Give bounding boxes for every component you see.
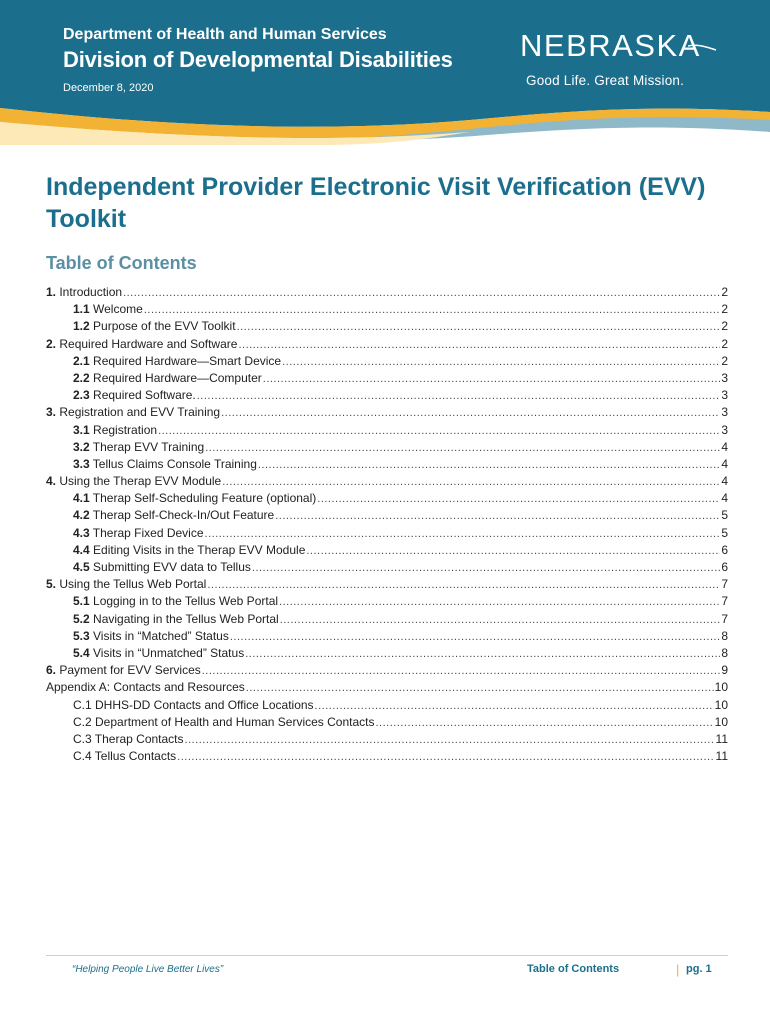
department-name: Department of Health and Human Services	[63, 26, 387, 43]
toc-entry[interactable]	[46, 337, 728, 354]
toc-entry-text: Payment for EVV Services	[56, 663, 201, 678]
footer-section-name: Table of Contents	[527, 963, 620, 975]
toc-entry-page: 8	[721, 645, 728, 660]
toc-entry-page: 2	[721, 319, 728, 334]
toc-entry[interactable]	[46, 715, 728, 732]
toc-entry-label	[73, 491, 316, 505]
toc-entry[interactable]	[46, 440, 728, 457]
toc-entry-page: 10	[714, 680, 728, 695]
toc-entry-number: 6.	[46, 663, 57, 678]
toc-entry-text: Welcome	[89, 302, 143, 317]
toc-entry-number: 5.2	[73, 611, 90, 626]
toc-entry[interactable]	[46, 646, 728, 663]
toc-entry-number: 1.1	[73, 302, 90, 317]
toc-entry-text: Registration	[89, 422, 158, 437]
toc-entry-number: 5.	[46, 577, 57, 592]
toc-entry[interactable]	[46, 371, 728, 388]
document-date: December 8, 2020	[63, 82, 154, 94]
toc-entry-text: Therap Fixed Device	[89, 525, 204, 540]
toc-entry-page: 6	[721, 560, 728, 574]
toc-entry-label	[73, 715, 374, 729]
toc-entry-text: Editing Visits in the Therap EVV Module	[89, 542, 306, 557]
nebraska-logo	[520, 28, 720, 98]
toc-entry-page: 4	[721, 456, 728, 471]
toc-entry-label	[73, 543, 305, 557]
toc-entry[interactable]	[46, 543, 728, 560]
toc-entry-label	[46, 474, 221, 488]
toc-leader-dots	[202, 665, 721, 677]
toc-entry-page: 2	[721, 302, 728, 317]
toc-entry-label	[46, 337, 237, 351]
toc-entry-number: 3.1	[73, 422, 90, 437]
toc-entry[interactable]	[46, 354, 728, 371]
toc-entry[interactable]	[46, 526, 728, 543]
toc-entry-text: C.2 Department of Health and Human Services Contacts	[73, 714, 375, 729]
toc-entry[interactable]	[46, 612, 728, 629]
toc-entry[interactable]	[46, 388, 728, 405]
toc-entry-text: Required Hardware—Computer	[89, 370, 262, 385]
toc-entry-page: 3	[721, 405, 728, 420]
toc-entry-page: 9	[721, 663, 728, 678]
toc-leader-dots	[282, 356, 720, 368]
toc-entry-number: 1.	[46, 285, 57, 299]
toc-entry-page: 2	[721, 353, 728, 368]
toc-entry-label	[73, 302, 143, 316]
toc-entry[interactable]	[46, 319, 728, 336]
toc-entry-text: Therap Self-Check-In/Out Feature	[89, 508, 275, 523]
toc-entry-page: 5	[721, 508, 728, 523]
toc-entry-text: Therap Self-Scheduling Feature (optional)	[89, 491, 317, 506]
toc-entry[interactable]	[46, 423, 728, 440]
toc-entry-label	[46, 285, 122, 299]
toc-entry-label	[73, 354, 281, 368]
toc-entry-number: 4.5	[73, 560, 90, 574]
toc-entry-label	[73, 423, 157, 437]
toc-leader-dots	[197, 390, 721, 402]
toc-leader-dots	[144, 304, 720, 316]
toc-entry-page: 11	[715, 731, 728, 746]
toc-entry-page: 2	[721, 336, 728, 351]
toc-entry-text: Visits in “Unmatched” Status	[89, 645, 245, 660]
toc-entry-page: 7	[721, 594, 728, 609]
toc-entry-label	[46, 577, 206, 591]
toc-entry[interactable]	[46, 560, 728, 577]
toc-entry[interactable]	[46, 577, 728, 594]
toc-entry-number: 3.	[46, 405, 57, 420]
toc-leader-dots	[263, 373, 721, 385]
toc-entry-text: Required Hardware—Smart Device	[89, 353, 282, 368]
toc-entry-number: 4.	[46, 474, 57, 489]
toc-entry-label	[73, 508, 274, 522]
toc-entry-number: 4.3	[73, 525, 90, 540]
toc-leader-dots	[275, 510, 720, 522]
toc-entry-label	[73, 371, 262, 385]
toc-entry[interactable]	[46, 491, 728, 508]
toc-entry-page: 4	[721, 439, 728, 454]
toc-entry-page: 2	[721, 285, 728, 299]
footer-tagline: “Helping People Live Better Lives”	[72, 964, 224, 975]
toc-leader-dots	[230, 631, 720, 643]
toc-entry-label	[73, 749, 176, 763]
toc-entry-number: 2.3	[73, 388, 90, 403]
toc-entry-label	[73, 698, 314, 712]
toc-entry-text: Visits in “Matched” Status	[89, 628, 229, 643]
toc-entry-number: 5.4	[73, 645, 90, 660]
toc-entry-page: 7	[721, 577, 728, 592]
toc-entry-text: Tellus Claims Console Training	[89, 456, 257, 471]
logo-tagline: Good Life. Great Mission.	[526, 73, 685, 88]
toc-entry-text: Purpose of the EVV Toolkit	[89, 319, 236, 334]
toc-leader-dots	[279, 596, 720, 608]
toc-entry-text: Registration and EVV Training	[56, 405, 221, 420]
toc-entry-page: 3	[721, 388, 728, 403]
toc-entry-text: Required Software.	[89, 388, 196, 403]
toc-entry-label	[73, 732, 184, 746]
toc-entry-number: 5.3	[73, 628, 90, 643]
toc-leader-dots	[245, 648, 720, 660]
document-title: Independent Provider Electronic Visit Verification (EVV) Toolkit	[46, 173, 706, 233]
toc-entry-number: 2.1	[73, 353, 90, 368]
toc-leader-dots	[222, 476, 720, 488]
footer-divider	[46, 955, 728, 956]
division-name: Division of Developmental Disabilities	[63, 47, 453, 72]
toc-entry[interactable]	[46, 457, 728, 474]
toc-entry-text: Submitting EVV data to Tellus	[89, 560, 251, 574]
logo-wordmark: NEBRASKA	[520, 28, 701, 63]
toc-leader-dots	[207, 579, 720, 591]
toc-leader-dots	[258, 459, 720, 471]
toc-entry-text: C.1 DHHS-DD Contacts and Office Locations	[73, 697, 314, 712]
toc-entry-label	[73, 526, 204, 540]
toc-entry-label	[46, 663, 201, 677]
toc-entry-number: 5.1	[73, 594, 90, 609]
toc-leader-dots	[177, 751, 714, 763]
toc-entry[interactable]	[46, 663, 728, 680]
toc-entry-text: Therap EVV Training	[89, 439, 205, 454]
toc-leader-dots	[123, 287, 720, 299]
toc-leader-dots	[246, 682, 714, 694]
toc-entry-page: 11	[715, 749, 728, 764]
toc-entry-number: 4.1	[73, 491, 90, 506]
toc-entry[interactable]	[46, 302, 728, 319]
toc-entry-label	[46, 405, 220, 419]
toc-entry[interactable]	[46, 680, 728, 697]
toc-entry[interactable]	[46, 474, 728, 491]
table-of-contents	[46, 285, 728, 766]
toc-entry-text: Logging in to the Tellus Web Portal	[89, 594, 279, 609]
page-header	[0, 0, 770, 145]
toc-leader-dots	[185, 734, 715, 746]
toc-entry-label	[73, 440, 204, 454]
toc-entry-label	[73, 560, 251, 574]
toc-entry-text: Introduction	[56, 285, 123, 299]
toc-entry-page: 7	[721, 611, 728, 626]
toc-entry-label	[73, 457, 257, 471]
toc-entry-text: Navigating in the Tellus Web Portal	[89, 611, 279, 626]
toc-entry[interactable]	[46, 749, 728, 766]
toc-entry-number: 4.4	[73, 542, 90, 557]
toc-entry-number: 2.	[46, 336, 57, 351]
toc-leader-dots	[306, 545, 720, 557]
toc-leader-dots	[252, 562, 720, 574]
toc-entry[interactable]	[46, 405, 728, 422]
toc-entry-text: C.3 Therap Contacts	[73, 731, 184, 746]
toc-entry-page: 10	[714, 697, 728, 712]
toc-entry-number: 2.2	[73, 370, 90, 385]
toc-entry-page: 3	[721, 370, 728, 385]
toc-entry[interactable]	[46, 629, 728, 646]
toc-entry-page: 4	[721, 491, 728, 506]
toc-leader-dots	[280, 614, 721, 626]
toc-entry-page: 4	[721, 474, 728, 489]
toc-entry-label	[73, 629, 229, 643]
toc-entry-label	[73, 594, 278, 608]
toc-entry-text: Appendix A: Contacts and Resources	[46, 680, 245, 695]
footer-page-number: pg. 1	[686, 963, 712, 975]
toc-entry-page: 8	[721, 628, 728, 643]
toc-entry[interactable]	[46, 698, 728, 715]
toc-entry[interactable]	[46, 508, 728, 525]
toc-entry-page: 5	[721, 525, 728, 540]
toc-entry-number: 4.2	[73, 508, 90, 523]
toc-leader-dots	[237, 321, 721, 333]
toc-entry-label	[73, 319, 236, 333]
toc-entry-label	[46, 680, 245, 694]
toc-entry-text: Using the Therap EVV Module	[56, 474, 222, 489]
toc-leader-dots	[238, 339, 720, 351]
toc-entry[interactable]	[46, 285, 728, 302]
toc-leader-dots	[375, 717, 713, 729]
toc-leader-dots	[205, 528, 721, 540]
toc-entry-number: 3.3	[73, 456, 90, 471]
toc-entry-number: 1.2	[73, 319, 90, 334]
toc-leader-dots	[221, 407, 720, 419]
toc-heading: Table of Contents	[46, 253, 197, 273]
toc-entry-label	[73, 646, 244, 660]
toc-entry[interactable]	[46, 732, 728, 749]
toc-entry-text: C.4 Tellus Contacts	[73, 749, 177, 764]
toc-entry-text: Required Hardware and Software	[56, 336, 238, 351]
toc-leader-dots	[158, 425, 720, 437]
toc-entry-label	[73, 388, 196, 402]
toc-leader-dots	[317, 493, 720, 505]
toc-entry-page: 10	[714, 714, 728, 729]
toc-entry-page: 6	[721, 542, 728, 557]
toc-leader-dots	[315, 700, 714, 712]
toc-leader-dots	[205, 442, 720, 454]
footer-separator: |	[676, 962, 680, 977]
toc-entry-text: Using the Tellus Web Portal	[56, 577, 207, 592]
toc-entry-label	[73, 612, 279, 626]
toc-entry[interactable]	[46, 594, 728, 611]
toc-entry-page: 3	[721, 422, 728, 437]
toc-entry-number: 3.2	[73, 439, 90, 454]
